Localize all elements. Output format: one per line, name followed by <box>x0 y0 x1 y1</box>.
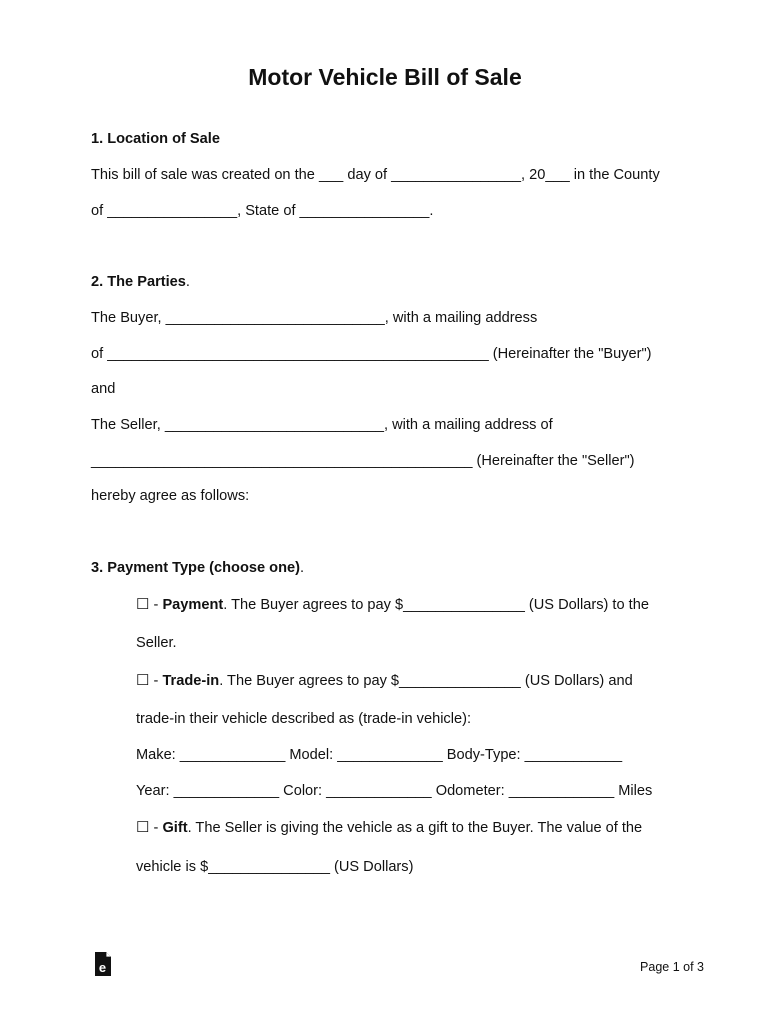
payment-text-2: Seller. <box>136 635 177 651</box>
gift-text: . The Seller is giving the vehicle as a gift to the Buyer. The value of the <box>187 820 643 836</box>
tradein-text: . The Buyer agrees to pay $_______________ (US Dollars) and <box>219 673 633 689</box>
eforms-logo-icon <box>93 952 113 976</box>
agree-text: hereby agree as follows: <box>91 488 250 504</box>
gift-text-2: vehicle is $_______________ (US Dollars) <box>136 859 414 875</box>
buyer-line-2: of _______________________________________________ (Hereinafter the "Buyer") <box>91 346 652 362</box>
seller-line-2: _______________________________________________ (Hereinafter the "Seller") <box>91 453 635 469</box>
section-2-heading-period: . <box>185 274 190 290</box>
section-3-heading-row <box>91 559 304 577</box>
section-1-heading: 1. Location of Sale <box>91 131 220 147</box>
section-1-line-1: This bill of sale was created on the ___ day of ________________, 20___ in the County <box>91 167 660 183</box>
page-number: Page 1 of 3 <box>640 960 704 974</box>
section-1-line-2: of ________________, State of ________________. <box>91 203 434 219</box>
tradein-text-2: trade-in their vehicle described as (trade-in vehicle): <box>136 711 472 727</box>
section-2-heading-row <box>91 273 190 291</box>
payment-text: . The Buyer agrees to pay $_______________ (US Dollars) to the <box>223 597 649 613</box>
payment-dash: - <box>149 597 163 613</box>
gift-label: Gift <box>162 820 188 836</box>
tradein-year-row: Year: _____________ Color: _____________ Odometer: _____________ Miles <box>136 783 653 799</box>
section-3-heading: 3. Payment Type (choose one) <box>91 560 300 576</box>
tradein-checkbox[interactable]: ☐ <box>136 672 150 689</box>
tradein-label: Trade-in <box>162 673 220 689</box>
section-3-heading-period: . <box>299 560 305 576</box>
gift-checkbox[interactable]: ☐ <box>136 819 150 836</box>
tradein-make-row: Make: _____________ Model: _____________ Body-Type: ____________ <box>136 747 623 763</box>
payment-option-row <box>136 596 649 614</box>
and-text: and <box>91 381 116 397</box>
tradein-dash: - <box>149 673 163 689</box>
document-title: Motor Vehicle Bill of Sale <box>248 64 522 90</box>
svg-text:e: e <box>98 960 107 975</box>
seller-line-1: The Seller, ___________________________, with a mailing address of <box>91 417 553 433</box>
section-2-heading: 2. The Parties <box>91 274 186 290</box>
payment-label: Payment <box>162 597 224 613</box>
payment-checkbox[interactable]: ☐ <box>136 596 150 613</box>
gift-dash: - <box>149 820 163 836</box>
tradein-option-row <box>136 672 633 690</box>
buyer-line-1: The Buyer, ___________________________, with a mailing address <box>91 310 538 326</box>
gift-option-row <box>136 819 642 837</box>
